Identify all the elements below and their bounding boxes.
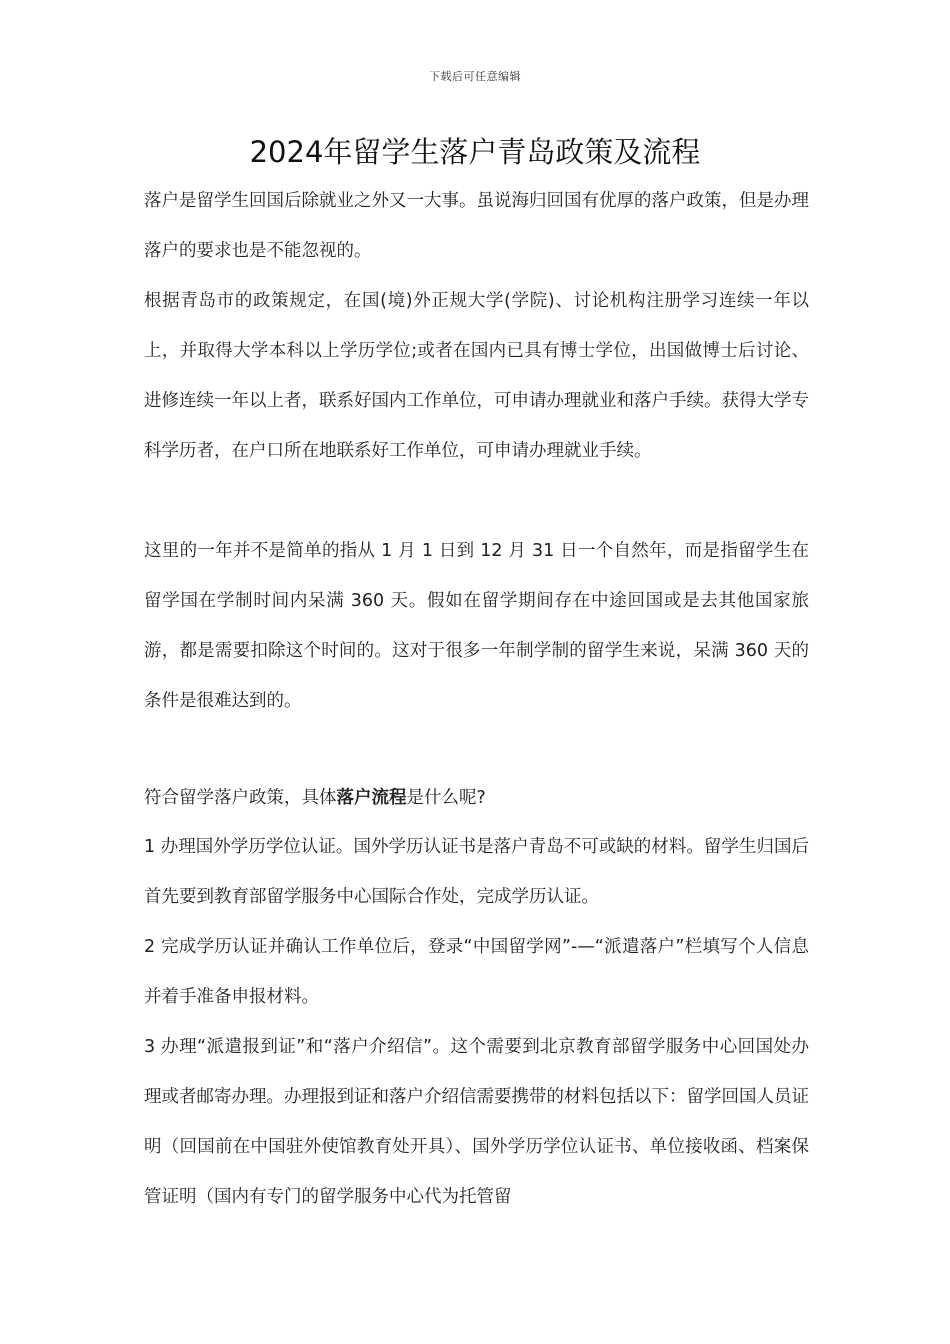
paragraph-step-2: 2 完成学历认证并确认工作单位后，登录“中国留学网”-—“派遣落户”栏填写个人信息并着手准备申报材料。 (144, 937, 809, 1007)
header-note: 下载后可任意编辑 (429, 70, 521, 83)
paragraph-intro: 落户是留学生回国后除就业之外又一大事。虽说海归回国有优厚的落户政策，但是办理落户的要求也是不能忽视的。 (144, 191, 809, 261)
question-text-before: 符合留学落户政策，具体 (144, 788, 337, 808)
document-title: 2024年留学生落户青岛政策及流程 (249, 135, 701, 169)
paragraph-policy: 根据青岛市的政策规定，在国(境)外正规大学(学院)、讨论机构注册学习连续一年以上，并取得大学本科以上学历学位;或者在国内已具有博士学位，出国做博士后讨论、进修连续一年以上者，联系好国内工作单位，可申请办理就业和落户手续。获得大学专科学历者，在户口所在地联系好工作单位，可申请办理就业手续。 (144, 291, 809, 461)
question-text-after: 是什么呢? (406, 788, 486, 808)
paragraph-step-1: 1 办理国外学历学位认证。国外学历认证书是落户青岛不可或缺的材料。留学生归国后首先要到教育部留学服务中心国际合作处，完成学历认证。 (144, 837, 809, 907)
question-bold-term: 落户流程 (336, 788, 407, 808)
paragraph-step-3: 3 办理“派遣报到证”和“落户介绍信”。这个需要到北京教育部留学服务中心回国处办理或者邮寄办理。办理报到证和落户介绍信需要携带的材料包括以下：留学回国人员证明（回国前在中国驻外使馆教育处开具）、国外学历学位认证书、单位接收函、档案保管证明（国内有专门的留学服务中心代为托管留 (144, 1037, 809, 1207)
paragraph-one-year: 这里的一年并不是简单的指从 1 月 1 日到 12 月 31 日一个自然年，而是指留学生在留学国在学制时间内呆满 360 天。假如在留学期间存在中途回国或是去其他国家旅游，都是需要扣除这个时间的。这对于很多一年制学制的留学生来说，呆满 360 天的条件是很难达到的。 (144, 541, 809, 711)
paragraph-question (144, 773, 809, 823)
